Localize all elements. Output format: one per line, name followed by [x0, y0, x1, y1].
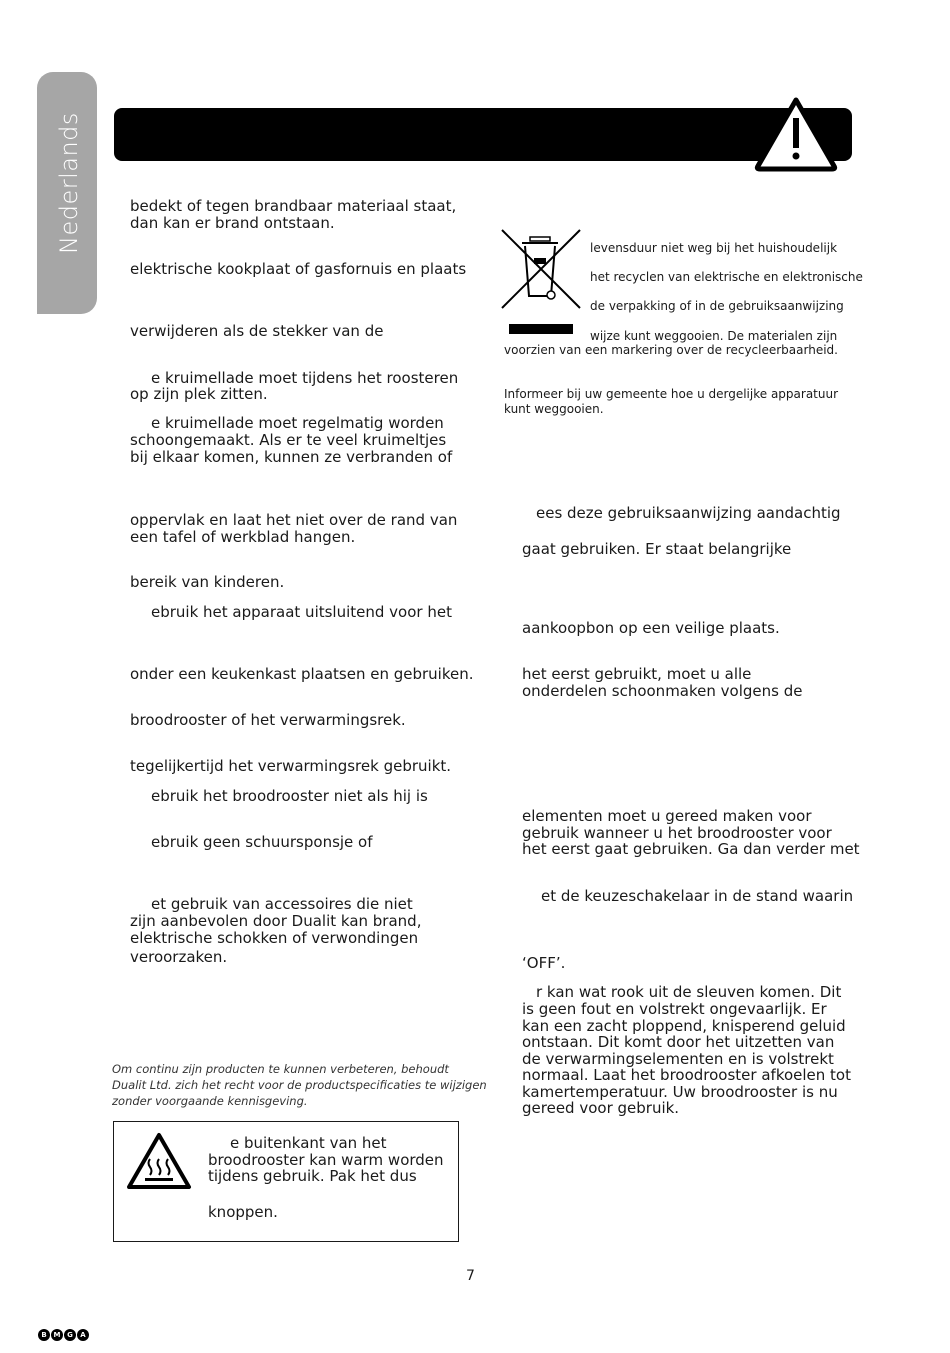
- logo-letter: G: [64, 1329, 76, 1341]
- hot-surface-icon: [126, 1131, 192, 1191]
- left-text-5: op zijn plek zitten.: [130, 385, 268, 403]
- right-text-8: ‘OFF’.: [522, 954, 566, 972]
- hot-box-text-2: broodrooster kan warm worden: [208, 1151, 444, 1169]
- logo-letter: M: [51, 1329, 63, 1341]
- right-text-2: gaat gebruiken. Er staat belangrijke: [522, 540, 792, 558]
- weee-text-5: voorzien van een markering over de recycleerbaarheid.: [504, 343, 838, 357]
- left-text-9: bereik van kinderen.: [130, 573, 285, 591]
- weee-text-4: wijze kunt weggooien. De materialen zijn: [590, 329, 838, 343]
- left-text-11: onder een keukenkast plaatsen en gebruiken.: [130, 665, 474, 683]
- left-text-14: ebruik het broodrooster niet als hij is: [151, 787, 428, 805]
- logo-letter: A: [77, 1329, 89, 1341]
- hot-box-text-1: e buitenkant van het: [230, 1134, 387, 1152]
- right-text-10: is geen fout en volstrekt ongevaarlijk. Er kan een zacht ploppend, knisperend geluid ontstaan. Dit komt door het uitzetten van de verwarmingselementen en is volstrekt normaal. Laat het broodrooster afkoelen tot kamertemperatuur. Uw broodrooster is nu gereed voor gebruik.: [522, 1000, 851, 1117]
- disclaimer-text: Om continu zijn producten te kunnen verbeteren, behoudt Dualit Ltd. zich het recht voor de productspecificaties te wijzigen zonder voorgaande kennisgeving.: [112, 1062, 487, 1108]
- left-text-3: verwijderen als de stekker van de: [130, 322, 384, 340]
- logo-letter: B: [38, 1329, 50, 1341]
- weee-text-2: het recyclen van elektrische en elektronische: [590, 270, 863, 284]
- right-text-6: elementen moet u gereed maken voor gebruik wanneer u het broodrooster voor het eerst gaat gebruiken. Ga dan verder met: [522, 807, 860, 858]
- right-text-9: r kan wat rook uit de sleuven komen. Dit: [536, 983, 842, 1001]
- right-text-7: et de keuzeschakelaar in de stand waarin: [541, 887, 854, 905]
- warning-triangle-icon: [754, 96, 838, 172]
- brand-logo: [38, 1329, 89, 1342]
- left-text-2: elektrische kookplaat of gasfornuis en plaats: [130, 260, 467, 278]
- header-bar: [114, 108, 852, 161]
- left-text-18: veroorzaken.: [130, 948, 228, 966]
- right-text-4: het eerst gebruikt, moet u alle: [522, 665, 752, 683]
- left-text-1: bedekt of tegen brandbaar materiaal staat, dan kan er brand ontstaan.: [130, 197, 457, 232]
- weee-bin-icon: [500, 228, 582, 340]
- right-text-3: aankoopbon op een veilige plaats.: [522, 619, 780, 637]
- hot-box-text-3: tijdens gebruik. Pak het dus: [208, 1167, 417, 1185]
- left-text-8: oppervlak en laat het niet over de rand van een tafel of werkblad hangen.: [130, 511, 458, 546]
- hot-box-text-4: knoppen.: [208, 1203, 278, 1221]
- right-text-1: ees deze gebruiksaanwijzing aandachtig: [536, 504, 841, 522]
- page-number: 7: [466, 1268, 475, 1284]
- left-text-10: ebruik het apparaat uitsluitend voor het: [151, 603, 452, 621]
- left-text-17: zijn aanbevolen door Dualit kan brand, elektrische schokken of verwondingen: [130, 912, 422, 947]
- weee-text-3: de verpakking of in de gebruiksaanwijzing: [590, 299, 844, 313]
- left-text-15: ebruik geen schuursponsje of: [151, 833, 373, 851]
- left-text-6: e kruimellade moet regelmatig worden: [151, 414, 444, 432]
- left-text-7: schoongemaakt. Als er te veel kruimeltjes bij elkaar komen, kunnen ze verbranden of: [130, 431, 453, 466]
- left-text-4: e kruimellade moet tijdens het roosteren: [151, 369, 459, 387]
- right-text-5: onderdelen schoonmaken volgens de: [522, 682, 803, 700]
- left-text-13: tegelijkertijd het verwarmingsrek gebruikt.: [130, 757, 452, 775]
- left-text-12: broodrooster of het verwarmingsrek.: [130, 711, 406, 729]
- language-tab: [37, 72, 97, 314]
- language-tab-label: Nederlands: [55, 112, 83, 254]
- weee-text-1: levensduur niet weg bij het huishoudelijk: [590, 241, 838, 255]
- left-text-16: et gebruik van accessoires die niet: [151, 895, 413, 913]
- weee-text-6: Informeer bij uw gemeente hoe u dergelijke apparatuur kunt weggooien.: [504, 387, 839, 416]
